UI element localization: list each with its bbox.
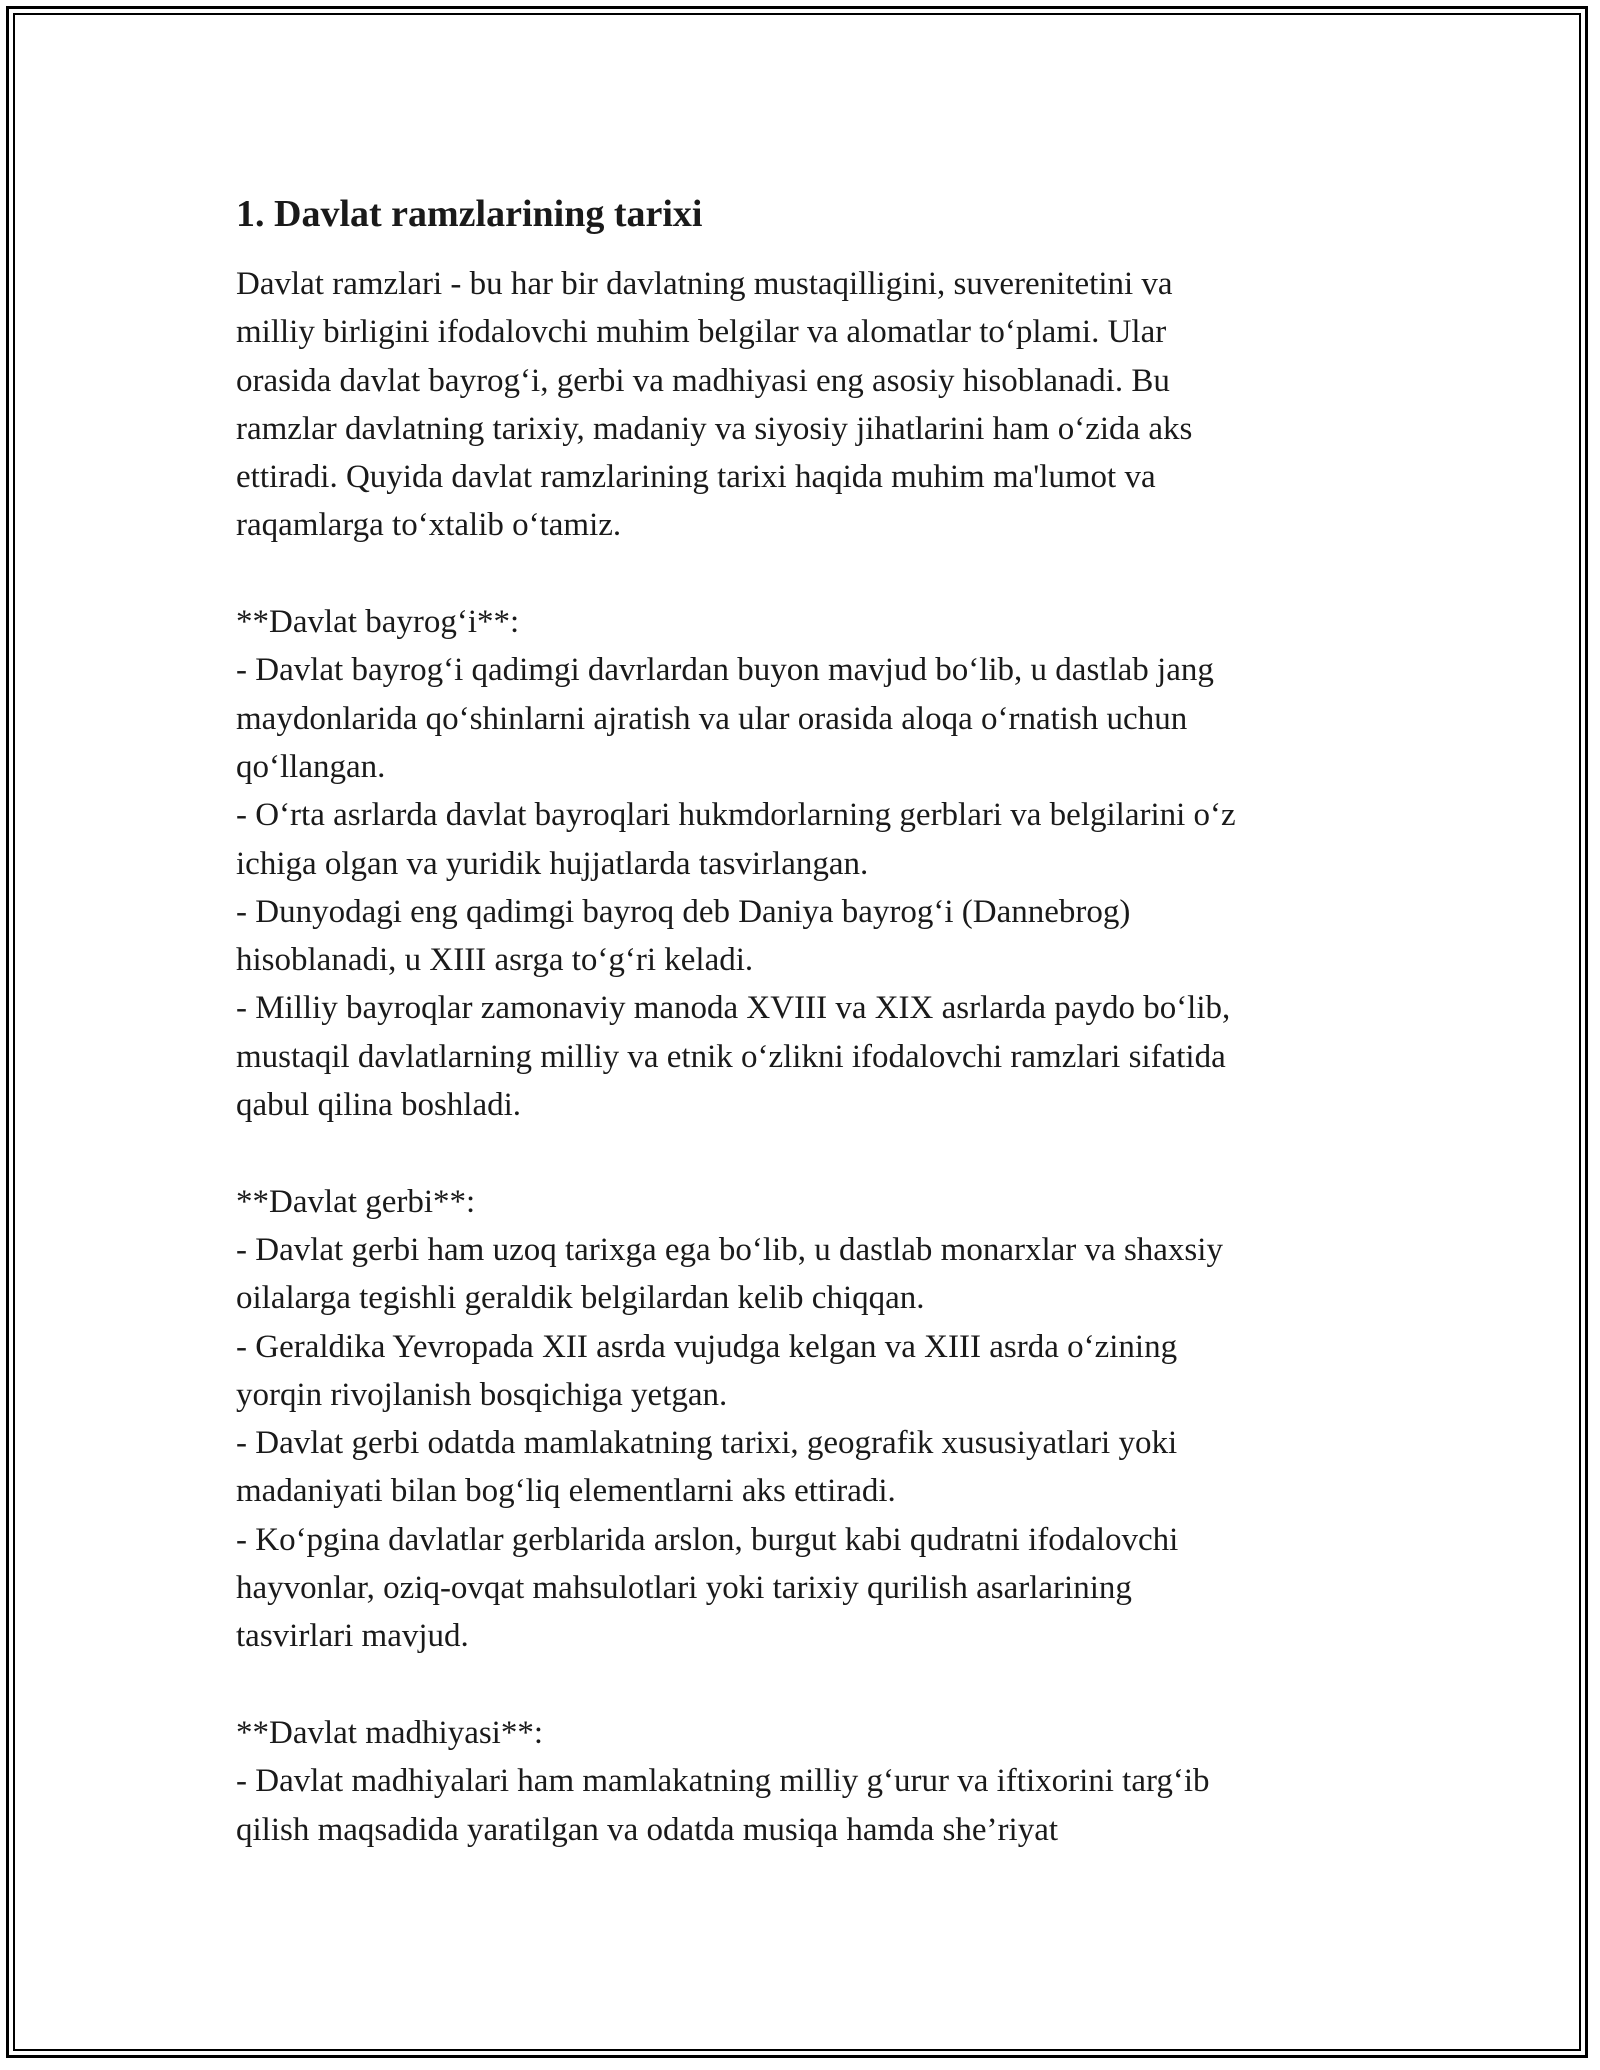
text-line: madaniyati bilan bog‘liq elementlarni aks ettiradi. (236, 1473, 896, 1510)
blank-line (236, 1661, 1366, 1709)
text-line: **Davlat gerbi**: (236, 1183, 476, 1220)
text-line: **Davlat madhiyasi**: (236, 1714, 544, 1751)
text-line: mustaqil davlatlarning milliy va etnik o‘zlikni ifodalovchi ramzlari sifatida (236, 1038, 1226, 1075)
text-line: hayvonlar, oziq-ovqat mahsulotlari yoki tarixiy qurilish asarlarining (236, 1570, 1132, 1607)
text-line: - Dunyodagi eng qadimgi bayroq deb Daniya bayrog‘i (Dannebrog) (236, 893, 1131, 930)
text-line: milliy birligini ifodalovchi muhim belgilar va alomatlar to‘plami. Ular (236, 314, 1167, 351)
text-line: maydonlarida qo‘shinlarni ajratish va ular orasida aloqa o‘rnatish uchun (236, 700, 1188, 737)
text-line: - Davlat bayrog‘i qadimgi davrlardan buyon mavjud bo‘lib, u dastlab jang (236, 652, 1214, 689)
text-line: - Davlat gerbi ham uzoq tarixga ega bo‘lib, u dastlab monarxlar va shaxsiy (236, 1231, 1223, 1268)
text-line: yorqin rivojlanish bosqichiga yetgan. (236, 1376, 728, 1413)
text-line: - Davlat gerbi odatda mamlakatning tarixi, geografik xususiyatlari yoki (236, 1425, 1178, 1462)
text-line: Davlat ramzlari - bu har bir davlatning mustaqilligini, suverenitetini va (236, 266, 1173, 302)
text-line: - Milliy bayroqlar zamonaviy manoda XVIII va XIX asrlarda paydo bo‘lib, (236, 990, 1231, 1027)
text-line: - Geraldika Yevropada XII asrda vujudga kelgan va XIII asrda o‘zining (236, 1328, 1178, 1365)
text-line: **Davlat bayrog‘i**: (236, 604, 520, 641)
text-line: ettiradi. Quyida davlat ramzlarining tarixi haqida muhim ma'lumot va (236, 459, 1156, 496)
text-line: qabul qilina boshladi. (236, 1087, 522, 1124)
text-line: raqamlarga to‘xtalib o‘tamiz. (236, 507, 622, 544)
blank-line (236, 550, 1366, 598)
blank-line (236, 1129, 1366, 1177)
section-title: 1. Davlat ramzlarining tarixi (236, 193, 703, 235)
text-line: - O‘rta asrlarda davlat bayroqlari hukmdorlarning gerblari va belgilarini o‘z (236, 797, 1236, 834)
text-line: hisoblanadi, u XIII asrga to‘g‘ri keladi. (236, 942, 754, 979)
text-line: - Davlat madhiyalari ham mamlakatning milliy g‘urur va iftixorini targ‘ib (236, 1763, 1210, 1800)
text-line: - Ko‘pgina davlatlar gerblarida arslon, burgut kabi qudratni ifodalovchi (236, 1521, 1179, 1558)
text-line: orasida davlat bayrog‘i, gerbi va madhiyasi eng asosiy hisoblanadi. Bu (236, 362, 1170, 399)
text-line: ichiga olgan va yuridik hujjatlarda tasvirlangan. (236, 845, 869, 882)
text-line: tasvirlari mavjud. (236, 1618, 469, 1655)
text-line: qilish maqsadida yaratilgan va odatda musiqa hamda she’riyat (236, 1811, 1059, 1848)
text-block (236, 260, 1366, 1854)
text-line: ramzlar davlatning tarixiy, madaniy va siyosiy jihatlarini ham o‘zida aks (236, 410, 1193, 447)
text-line: qo‘llangan. (236, 748, 386, 785)
document-body (236, 186, 1366, 1854)
text-line: oilalarga tegishli geraldik belgilardan kelib chiqqan. (236, 1280, 925, 1317)
